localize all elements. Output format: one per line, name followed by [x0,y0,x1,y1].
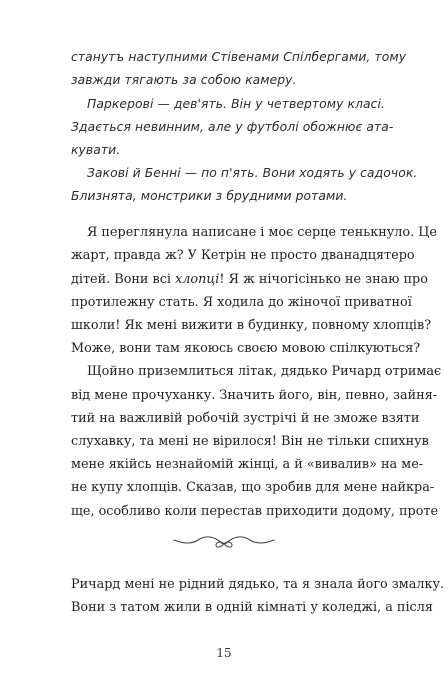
body-line: мене якійсь незнайомій жінці, а й «вивалив» на ме- [71,457,424,472]
body-line: від мене прочуханку. Значить його, він, певно, зайня- [71,388,438,403]
body-line: не купу хлопців. Сказав, що зробив для мене найкра- [71,480,435,495]
body-line: Я переглянула написане і моє серце тенькнуло. Це [87,225,438,240]
note-line: завжди тягають за собою камеру. [71,73,297,87]
page-number: 15 [216,646,232,660]
body-line: дітей. Вони всі хлопці! Я ж нічогісінько не знаю про [71,272,428,287]
ornament-divider-icon [170,528,278,550]
note-line: станутъ наступними Стівенами Спілбергами, тому [71,50,407,64]
body-line: ще, особливо коли перестав приходити додому, проте [71,504,439,519]
note-line: Здається невинним, але у футболі обожнює ата- [71,120,394,134]
body-line: Щойно приземлиться літак, дядько Ричард отримає [87,364,442,379]
note-line: кувати. [71,143,121,157]
body-line: тий на важливій робочій зустрічі й не зможе взяти [71,411,420,426]
note-line: Закові й Бенні — по п'ять. Вони ходять у садочок. [87,166,418,180]
body-line: протилежну стать. Я ходила до жіночої приватної [71,295,412,310]
body-line: школи! Як мені вижити в будинку, повному хлопців? [71,318,432,333]
emphasis: хлопці [175,272,220,287]
body-line: жарт, правда ж? У Кетрін не просто дванадцятеро [71,248,415,263]
note-line: Паркерові — дев'ять. Він у четвертому класі. [87,97,386,111]
body-line: Ричард мені не рідний дядько, та я знала його змалку. [71,577,445,592]
body-line: Вони з татом жили в одній кімнаті у коледжі, а після [71,600,433,615]
body-line: слухавку, та мені не вірилося! Він не тільки спихнув [71,434,429,449]
body-line: Може, вони там якоюсь своєю мовою спілкуються? [71,341,421,356]
note-line: Близнята, монстрики з брудними ротами. [71,189,348,203]
